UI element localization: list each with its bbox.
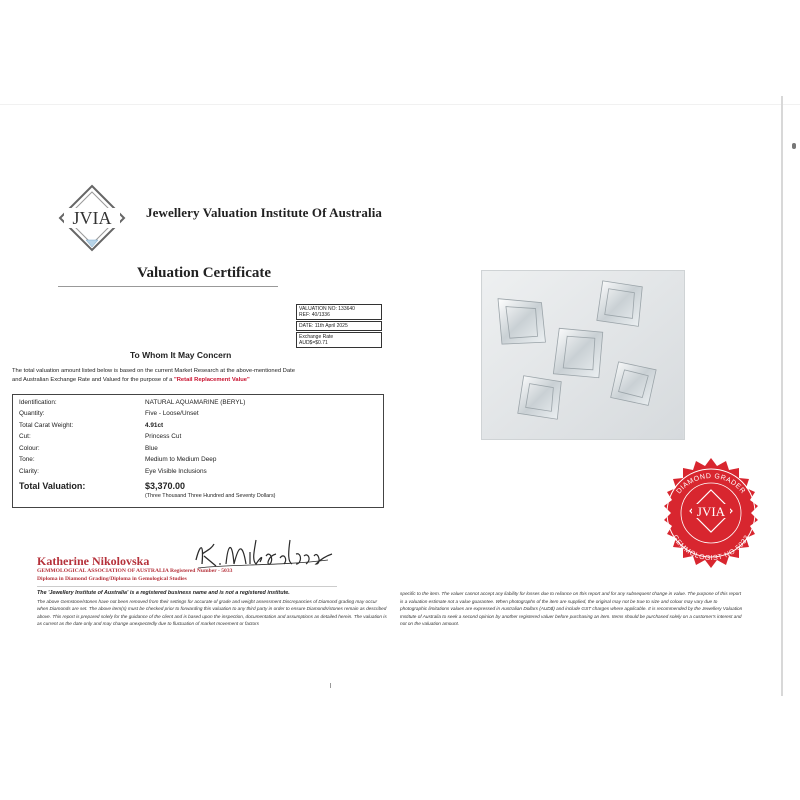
svg-text:JVIA: JVIA	[72, 208, 112, 228]
valuation-date: DATE: 11th April 2025	[299, 323, 348, 329]
retail-replacement-value: "Retail Replacement Value"	[174, 377, 250, 383]
total-valuation-value: $3,370.00	[145, 481, 186, 491]
detail-label: Colour:	[19, 445, 40, 452]
detail-label: Total Carat Weight:	[19, 422, 74, 429]
gemstone-details-table	[12, 394, 384, 508]
total-valuation-label: Total Valuation:	[19, 481, 86, 491]
detail-value: Eye Visible Inclusions	[145, 468, 207, 475]
signatory-name: Katherine Nikolovska	[37, 554, 150, 568]
seal-top-text: DIAMOND GRADER	[675, 472, 747, 496]
detail-label: Tone:	[19, 456, 35, 463]
detail-value: 4.91ct	[145, 422, 164, 429]
valuation-number-cell	[296, 304, 382, 320]
disclaimer-left	[37, 590, 387, 628]
institute-name: Jewellery Valuation Institute Of Australia	[146, 205, 383, 220]
reference-number: REF: 40/1336	[299, 312, 330, 318]
gemstone-2	[597, 281, 642, 326]
gemstone-4	[611, 362, 656, 405]
disclaimer-left-text: The above Gemstone/stones have not been removed from their settings for accurate of grade and weight assessment Discrepancies of Diamond grading may occur when Diamonds are set. The above item(s) must be checked prior to forwarding this valuation to any third party in order to ensure Diamonds/stones remain as described above. This report is prepared solely for the guidance of the client and is based upon the inspection, documentation and assumptions as detailed herein. The valuation is as current as the date only and may change unexpectedly due to fluctuation of market movement or factors	[37, 598, 387, 627]
page-right-edge	[781, 96, 783, 696]
total-valuation-words: (Three Thousand Three Hundred and Seventy Dollars)	[145, 493, 276, 499]
intro-line-2	[12, 376, 382, 385]
detail-label: Cut:	[19, 433, 31, 440]
detail-label: Identification:	[19, 399, 57, 406]
disclaimer-heading: The 'Jewellery Institute of Australia' is a registered business name and is not a registered institute.	[37, 590, 290, 596]
seal-center-text: JVIA	[696, 504, 726, 519]
intro-line-1: The total valuation amount listed below is based on the current Market Research at the above-mentioned Date	[12, 368, 295, 374]
gemstone-1	[498, 299, 545, 344]
signatory-registration: GEMMOLOGICAL ASSOCIATION OF AUSTRALIA Registered Number - 5033	[37, 568, 233, 574]
signature-divider	[37, 586, 337, 587]
detail-value: Blue	[145, 445, 158, 452]
valuation-number: VALUATION NO: 133640	[299, 306, 355, 312]
valuation-info-box	[296, 304, 382, 349]
detail-value: Princess Cut	[145, 433, 182, 440]
exchange-rate-label: Exchange Rate	[299, 334, 334, 340]
gemstone-3	[553, 328, 602, 377]
detail-label: Quantity:	[19, 410, 45, 417]
gemstone-5	[518, 376, 561, 419]
disclaimer-right-text: specific to the item. The valuer cannot accept any liability for losses due to reliance on this report and for any subsequent change in value. The purpose of this report is a valuation estimate not a value guarantee. When photographs of the item are supplied, the original may not be true to size and colour may vary due to photographic limitations values are expressed in Australian Dollars (AUD$) and include GST charges where applicable. It is recommended by the Jewellery Valuation Institute of Australia to seek a second opinion by another registered valuer before purchasing an item. Items should be purchased solely on a customer's interest and not on the valuation amount.	[400, 591, 743, 627]
jvia-logo	[58, 184, 126, 252]
date-cell	[296, 321, 382, 331]
exchange-rate-value: AUD$=$0.71	[299, 340, 328, 346]
certificate-title: Valuation Certificate	[137, 265, 272, 281]
detail-value: Five - Loose/Unset	[145, 410, 199, 417]
detail-value: Medium to Medium Deep	[145, 456, 217, 463]
intro-line-2-text: and Australian Exchange Rate and Valued for the purpose of a	[12, 377, 174, 383]
intro-paragraph	[12, 367, 382, 385]
signatory-diplomas: Diploma in Diamond Grading/Diploma in Gemological Studies	[37, 576, 187, 582]
concern-heading: To Whom It May Concern	[130, 350, 232, 360]
gemstone-photo	[481, 270, 685, 440]
corner-mark	[792, 143, 796, 149]
exchange-rate-cell	[296, 332, 382, 348]
diamond-grader-seal	[650, 456, 772, 578]
title-divider	[58, 286, 278, 287]
detail-label: Clarity:	[19, 468, 39, 475]
disclaimer-right	[400, 590, 745, 628]
page-mark	[330, 683, 331, 688]
seal-bottom-text: GEMMOLOGIST NO 5033	[670, 534, 752, 563]
page-top-edge	[0, 104, 800, 105]
detail-value: NATURAL AQUAMARINE (BERYL)	[145, 399, 246, 406]
